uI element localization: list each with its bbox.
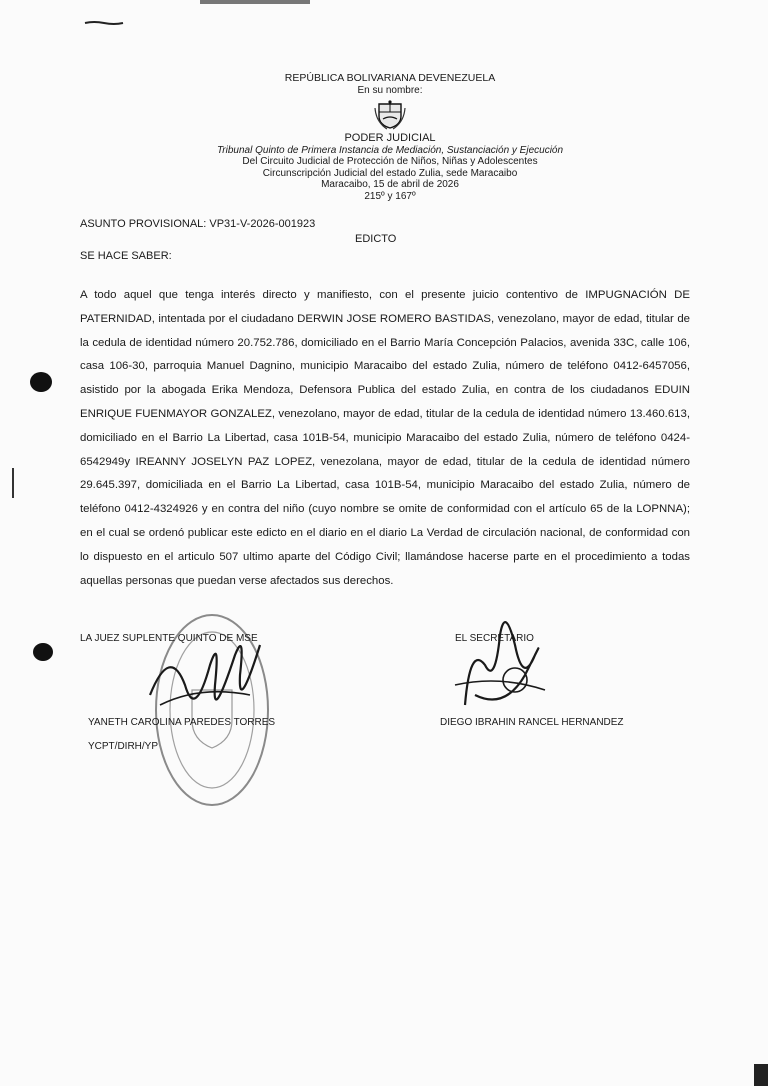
asunto-number: ASUNTO PROVISIONAL: VP31-V-2026-001923 (80, 218, 316, 230)
judge-title: LA JUEZ SUPLENTE QUINTO DE MSE (80, 633, 258, 644)
secretary-name: DIEGO IBRAHIN RANCEL HERNANDEZ (440, 717, 624, 728)
court-line-3: Circunscripción Judicial del estado Zulia, sede Maracaibo (262, 167, 518, 179)
scan-edge-line (12, 468, 14, 498)
judge-name: YANETH CAROLINA PAREDES TORRES (88, 717, 276, 728)
date-line: Maracaibo, 15 de abril de 2026 (321, 179, 459, 190)
en-su-nombre: En su nombre: (357, 84, 423, 96)
republic-title: REPÚBLICA BOLIVARIANA DEVENEZUELA (284, 72, 496, 84)
document-initials: YCPT/DIRH/YP (88, 741, 159, 752)
poder-judicial: PODER JUDICIAL (344, 132, 436, 144)
scan-edge-strip (200, 0, 310, 4)
punch-hole-top (30, 372, 52, 392)
document-header (190, 72, 590, 202)
coat-of-arms-icon (373, 100, 407, 130)
handwritten-mark (84, 20, 124, 26)
edict-body-text: A todo aquel que tenga interés directo y manifiesto, con el presente juicio contentivo de IMPUGNACIÓN DE PATERNIDAD, intentada por el ciudadano DERWIN JOSE ROMERO BASTIDAS, venezolano, mayor de edad, titular de la cedula de identidad número 20.752.786, domiciliado en el Barrio María Concepción Palacios, avenida 33C, calle 106, casa 106-30, parroquia Manuel Dagnino, municipio Maracaibo del estado Zulia, número de teléfono 0412-6457056, asistido por la abogada Erika Mendoza, Defensora Publica del estado Zulia, en contra de los ciudadanos EDUIN ENRIQUE FUENMAYOR GONZALEZ, venezolano, mayor de edad, titular de la cedula de identidad número 13.460.613, domiciliado en el Barrio La Libertad, casa 101B-54, municipio Maracaibo del estado Zulia, número de teléfono 0424-6542949y IREANNY JOSELYN PAZ LOPEZ, venezolana, mayor de edad, titular de la cedula de identidad número 29.645.397, domiciliada en el Barrio La Libertad, casa 101B-54, municipio Maracaibo del estado Zulia, número de teléfono 0412-4324926 y en contra del niño (cuyo nombre se omite de conformidad con el artículo 65 de la LOPNNA); en el cual se ordenó publicar este edicto en el diario en el diario La Verdad de circulación nacional, de conformidad con lo dispuesto en el articulo 507 ultimo aparte del Código Civil; llamándose hacerse parte en el procedimiento a todas aquellas personas que puedan verse afectados sus derechos. (80, 289, 690, 587)
court-line-2: Del Circuito Judicial de Protección de Niños, Niñas y Adolescentes (242, 156, 538, 167)
edicto-title: EDICTO (355, 233, 397, 245)
punch-hole-bottom (33, 643, 53, 661)
years-line: 215º y 167º (364, 190, 416, 202)
se-hace-saber: SE HACE SABER: (80, 250, 172, 262)
court-line-1: Tribunal Quinto de Primera Instancia de Mediación, Sustanciación y Ejecución (216, 144, 564, 156)
secretary-title: EL SECRETARIO (455, 633, 534, 644)
scan-corner (754, 1064, 768, 1086)
secretary-signature (445, 605, 555, 720)
